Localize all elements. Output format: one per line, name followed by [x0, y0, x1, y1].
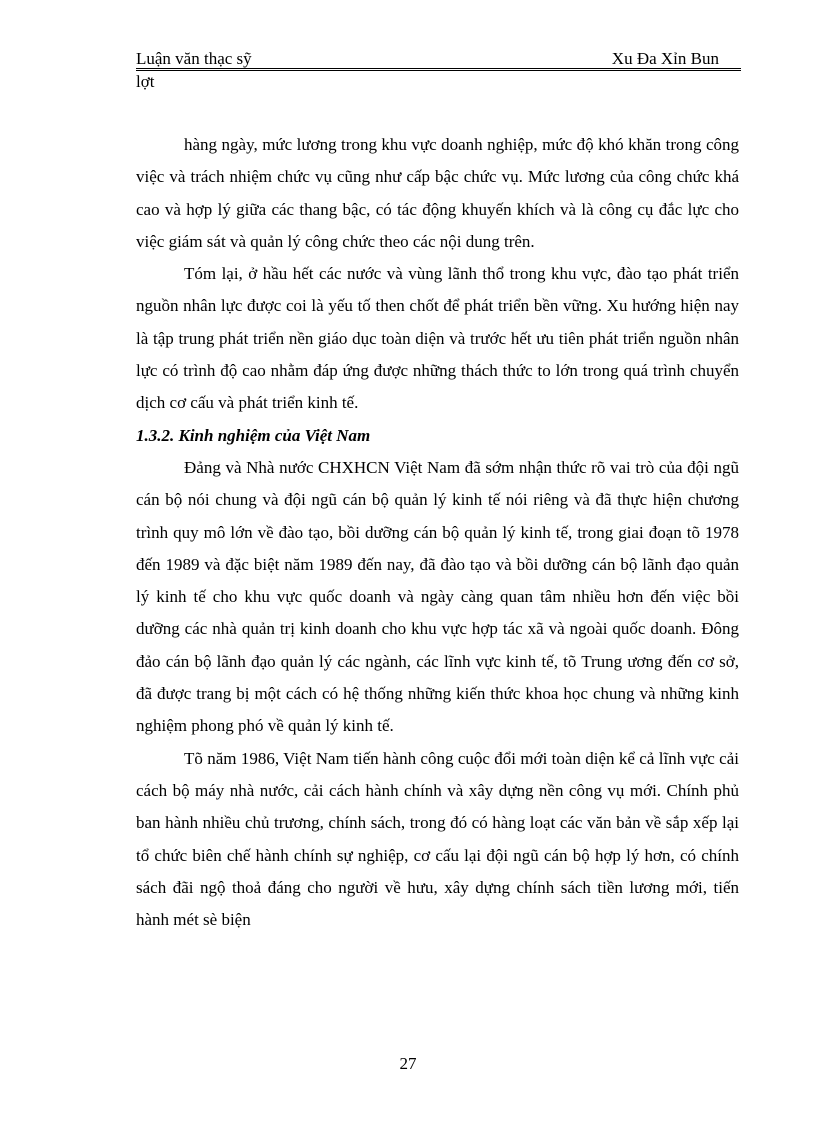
- paragraph-reform: Tõ năm 1986, Việt Nam tiến hành công cuộc đổi mới toàn diện kể cả lĩnh vực cải cách bộ máy nhà nước, cải cách hành chính và xây dựng nền công vụ mới. Chính phủ ban hành nhiều chủ trương, chính sách, trong đó có hàng loạt các văn bản về sắp xếp lại tổ chức biên chế hành chính sự nghiệp, cơ cấu lại đội ngũ cán bộ hợp lý hơn, có chính sách đãi ngộ thoả đáng cho người về hưu, xây dựng chính sách tiền lương mới, tiến hành mét sè biện: [136, 748, 739, 930]
- header-rule: [136, 68, 741, 69]
- page-header: [136, 48, 741, 90]
- document-body: [136, 129, 739, 936]
- header-rule-double: [136, 70, 741, 71]
- paragraph-summary: Tóm lại, ở hầu hết các nước và vùng lãnh thổ trong khu vực, đào tạo phát triển nguồn nhân lực được coi là yếu tố then chốt để phát triển bền vững. Xu hướng hiện nay là tập trung phát triển nền giáo dục toàn diện và trước hết ưu tiên phát triển nguồn nhân lực có trình độ cao nhằm đáp ứng được những thách thức to lớn trong quá trình chuyển dịch cơ cấu và phát triển kinh tế.: [136, 264, 739, 413]
- paragraph-continuation: hàng ngày, mức lương trong khu vực doanh nghiệp, mức độ khó khăn trong công việc và trách nhiệm chức vụ cũng như cấp bậc chức vụ. Mức lương của công chức khá cao và hợp lý giữa các thang bậc, có tác động khuyến khích và là công cụ đắc lực cho việc giám sát và quản lý công chức theo các nội dung trên.: [136, 135, 739, 251]
- paragraph-party-state: Đảng và Nhà nước CHXHCN Việt Nam đã sớm nhận thức rõ vai trò của đội ngũ cán bộ nói chung và đội ngũ cán bộ quản lý kinh tế nói riêng và đã thực hiện chương trình quy mô lớn về đào tạo, bồi dưỡng cán bộ quản lý kinh tế, trong giai đoạn tõ 1978 đến 1989 và đặc biệt năm 1989 đến nay, đã đào tạo và bồi dưỡng cán bộ lãnh đạo quản lý kinh tế cho khu vực quốc doanh và ngày càng quan tâm nhiều hơn đến việc bồi dưỡng các nhà quản trị kinh doanh cho khu vực hợp tác xã và ngoài quốc doanh. Đông đảo cán bộ lãnh đạo quản lý các ngành, các lĩnh vực kinh tế, tõ Trung ương đến cơ sở, đã được trang bị một cách có hệ thống những kiến thức khoa học chung và những kinh nghiệm phong phó về quản lý kinh tế.: [136, 457, 739, 736]
- section-heading: 1.3.2. Kinh nghiệm của Việt Nam: [136, 425, 371, 445]
- header-continuation: lợt: [136, 72, 155, 91]
- page-number: 27: [399, 1054, 417, 1073]
- author-name: Xu Đa Xỉn Bun: [611, 49, 719, 68]
- thesis-label: Luận văn thạc sỹ: [136, 49, 252, 68]
